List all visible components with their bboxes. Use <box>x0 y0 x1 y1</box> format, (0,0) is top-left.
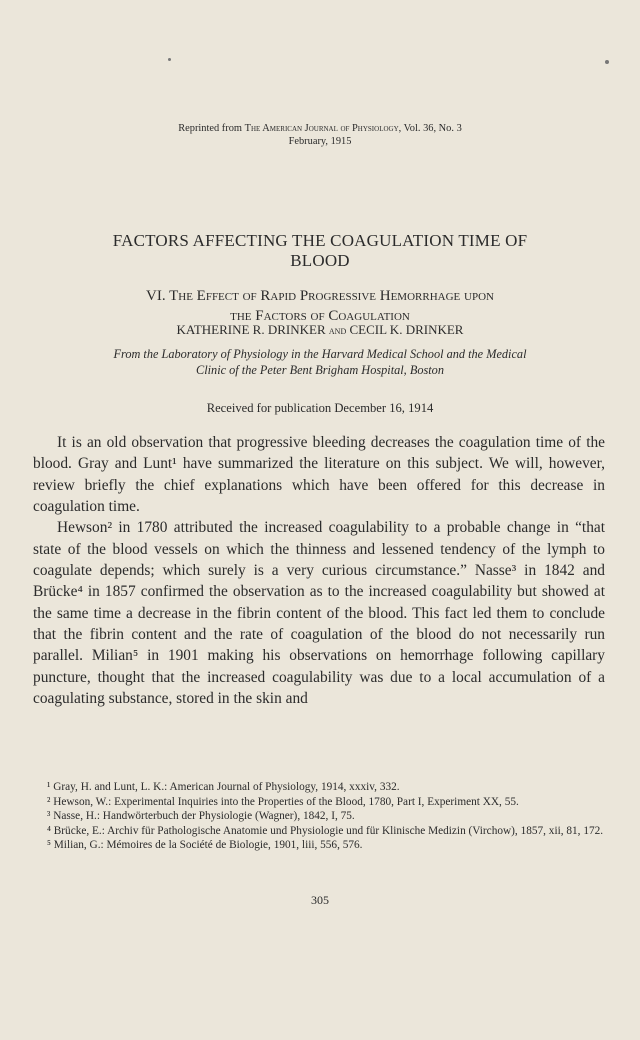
authors <box>20 322 620 339</box>
footnote-2: ² Hewson, W.: Experimental Inquiries into the Properties of the Blood, 1780, Part I, Experiment XX, 55. <box>47 795 519 808</box>
ink-speck <box>168 58 171 61</box>
page-number: 305 <box>311 893 329 907</box>
article-title <box>20 231 620 271</box>
received-date: Received for publication December 16, 1914 <box>206 401 434 415</box>
reprint-volume: , Vol. 36, No. 3 <box>398 123 462 134</box>
body-paragraph-1: It is an old observation that progressive bleeding decreases the coagulation time of the blood. Gray and Lunt¹ have summarized the literature on this subject. We will, however, review briefly the chief explanations which have been offered for this decrease in coagulation time. <box>33 434 605 516</box>
affiliation <box>60 346 580 378</box>
reprint-date: February, 1915 <box>288 136 352 147</box>
reprint-prefix: Reprinted from <box>178 123 245 134</box>
title-line-1: FACTORS AFFECTING THE COAGULATION TIME OF <box>112 231 528 250</box>
body-paragraph-2: Hewson² in 1780 attributed the increased coagulability to a probable change in “that state of the blood vessels on which the thinness and lessened tendency of the lymph to coagulate depends; which surely is a very curious circumstance.” Nasse³ in 1842 and Brücke⁴ in 1857 confirmed the observation as to the increased coagulability but showed at the same time a decrease in the fibrin content of the blood. This fact led them to conclude that the fibrin content and the rate of coagulation of the blood do not necessarily run parallel. Milian⁵ in 1901 making his observations on hemorrhage following capillary puncture, thought that the increased coagulability was due to a local accumulation of a coagulating substance, stored in the skin and <box>33 519 605 708</box>
author-1: KATHERINE R. DRINKER <box>176 322 326 337</box>
footnote-3: ³ Nasse, H.: Handwörterbuch der Physiologie (Wagner), 1842, I, 75. <box>47 810 355 823</box>
reprint-line-1 <box>0 122 640 135</box>
author-2: CECIL K. DRINKER <box>349 322 464 337</box>
article-body <box>33 432 605 709</box>
subtitle-line-2: the Factors of Coagulation <box>230 308 410 324</box>
footnote-1: ¹ Gray, H. and Lunt, L. K.: American Journal of Physiology, 1914, xxxiv, 332. <box>47 781 400 793</box>
journal-name: The American Journal of Physiology <box>244 123 399 134</box>
footnote-4: ⁴ Brücke, E.: Archiv für Pathologische Anatomie und Physiologie und für Klinische Medizin (Virchow), 1857, xii, 81, 172. <box>47 824 604 837</box>
subtitle-line-1: VI. The Effect of Rapid Progressive Hemorrhage upon <box>146 288 494 304</box>
affiliation-line-1: From the Laboratory of Physiology in the Harvard Medical School and the Medical <box>113 347 527 361</box>
title-line-2: BLOOD <box>290 251 350 270</box>
reprint-notice <box>0 122 640 148</box>
ink-speck <box>605 60 609 64</box>
article-subtitle <box>20 286 620 326</box>
affiliation-line-2: Clinic of the Peter Bent Brigham Hospital, Boston <box>196 363 444 377</box>
footnote-5: ⁵ Milian, G.: Mémoires de la Société de Biologie, 1901, liii, 556, 576. <box>47 839 363 852</box>
authors-and: and <box>328 325 347 337</box>
footnotes <box>33 780 605 853</box>
